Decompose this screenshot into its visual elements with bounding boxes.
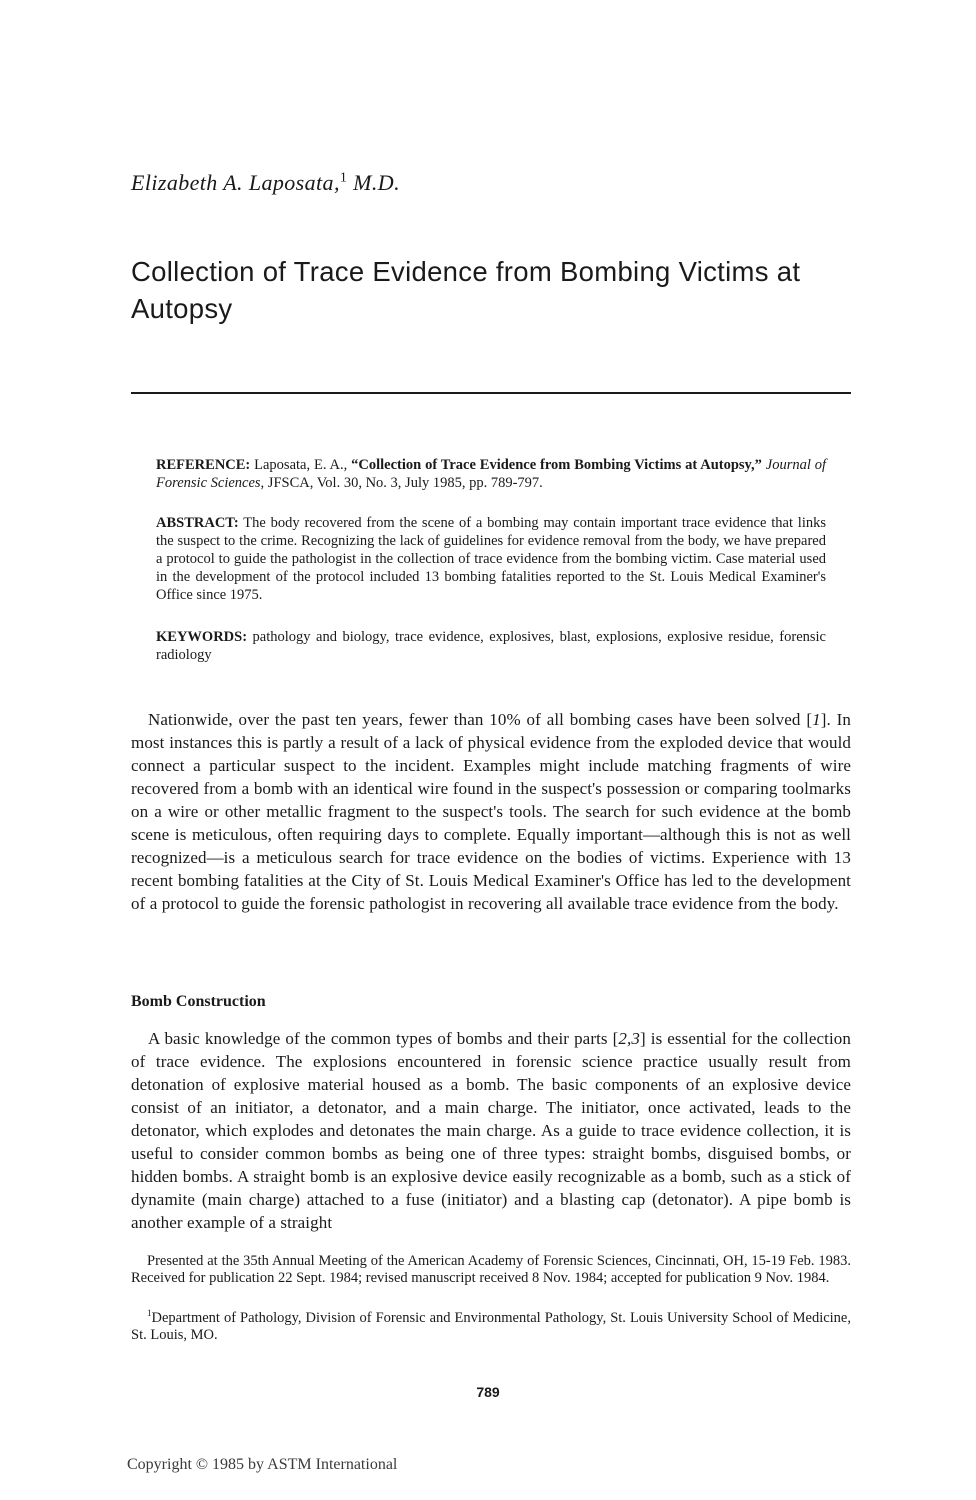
page-number: 789 xyxy=(476,1384,500,1400)
keywords-block xyxy=(156,628,826,664)
citation-1: 1 xyxy=(812,710,821,729)
author-footnote-mark: 1 xyxy=(339,170,348,186)
reference-authors: Laposata, E. A., xyxy=(254,457,352,473)
section-paragraph xyxy=(131,1027,851,1234)
author-name: Elizabeth A. Laposata, xyxy=(131,170,340,195)
title-divider xyxy=(131,392,851,394)
reference-details: , JFSCA, Vol. 30, No. 3, July 1985, pp. 789-797. xyxy=(260,475,543,491)
section-heading: Bomb Construction xyxy=(131,993,266,1010)
footnote-presented: Presented at the 35th Annual Meeting of the American Academy of Forensic Sciences, Cincinnati, OH, 15-19 Feb. 1983. Received for publication 22 Sept. 1984; revised manuscript received 8 Nov. 1984; accepted for publication 9 Nov. 1984. xyxy=(131,1253,851,1286)
reference-label: REFERENCE: xyxy=(156,457,251,473)
reference-block xyxy=(156,456,826,492)
section-text-start: A basic knowledge of the common types of bombs and their parts [ xyxy=(148,1029,619,1048)
footnote-affiliation xyxy=(131,1310,851,1344)
author-degree: M.D. xyxy=(353,170,400,195)
copyright-notice: Copyright © 1985 by ASTM International xyxy=(127,1456,398,1473)
author-line xyxy=(131,170,400,196)
intro-paragraph xyxy=(131,708,851,915)
abstract-label: ABSTRACT: xyxy=(156,515,239,531)
affiliation-text: Department of Pathology, Division of Forensic and Environmental Pathology, St. Louis University School of Medicine, St. Louis, MO. xyxy=(131,1310,851,1343)
abstract-text: The body recovered from the scene of a bombing may contain important trace evidence that links the suspect to the crime. Recognizing the lack of guidelines for evidence removal from the body, we have prepared a protocol to guide the pathologist in the collection of trace evidence from the bombing victim. Case material used in the development of the protocol included 13 bombing fatalities reported to the St. Louis Medical Examiner's Office since 1975. xyxy=(156,515,826,603)
citation-2-3: 2,3 xyxy=(618,1029,640,1048)
reference-article: “Collection of Trace Evidence from Bombing Victims at Autopsy,” xyxy=(351,457,762,473)
affiliation-mark: 1 xyxy=(147,1308,152,1319)
intro-text-start: Nationwide, over the past ten years, fewer than 10% of all bombing cases have been solved [ xyxy=(148,710,813,729)
intro-text-rest: ]. In most instances this is partly a result of a lack of physical evidence from the exploded device that would connect a particular suspect to the incident. Examples might include matching fragments of wire recovered from a bomb with an identical wire found in the suspect's possession or comparing toolmarks on a wire or other metallic fragment to the suspect's tools. The search for such evidence at the bomb scene is meticulous, often requiring days to complete. Equally important—although this is not as well recognized—is a meticulous search for trace evidence on the bodies of victims. Experience with 13 recent bombing fatalities at the City of St. Louis Medical Examiner's Office has led to the development of a protocol to guide the forensic pathologist in recovering all available trace evidence from the body. xyxy=(131,710,851,913)
section-text-rest: ] is essential for the collection of trace evidence. The explosions encountered in forensic science practice usually result from detonation of explosive material housed as a bomb. The basic components of an explosive device consist of an initiator, a detonator, and a main charge. The initiator, once activated, leads to the detonator, which explodes and detonates the main charge. As a guide to trace evidence collection, it is useful to consider common bombs as being one of three types: straight bombs, disguised bombs, or hidden bombs. A straight bomb is an explosive device easily recognizable as a bomb, such as a stick of dynamite (main charge) attached to a fuse (initiator) and a blasting cap (detonator). A pipe bomb is another example of a straight xyxy=(131,1029,851,1232)
keywords-label: KEYWORDS: xyxy=(156,629,248,645)
abstract-block xyxy=(156,514,826,604)
keywords-text: pathology and biology, trace evidence, explosives, blast, explosions, explosive residue, forensic radiology xyxy=(156,629,826,663)
article-title: Collection of Trace Evidence from Bombing Victims at Autopsy xyxy=(131,256,801,324)
reference-journal: Journal of Forensic Sciences xyxy=(156,457,827,491)
